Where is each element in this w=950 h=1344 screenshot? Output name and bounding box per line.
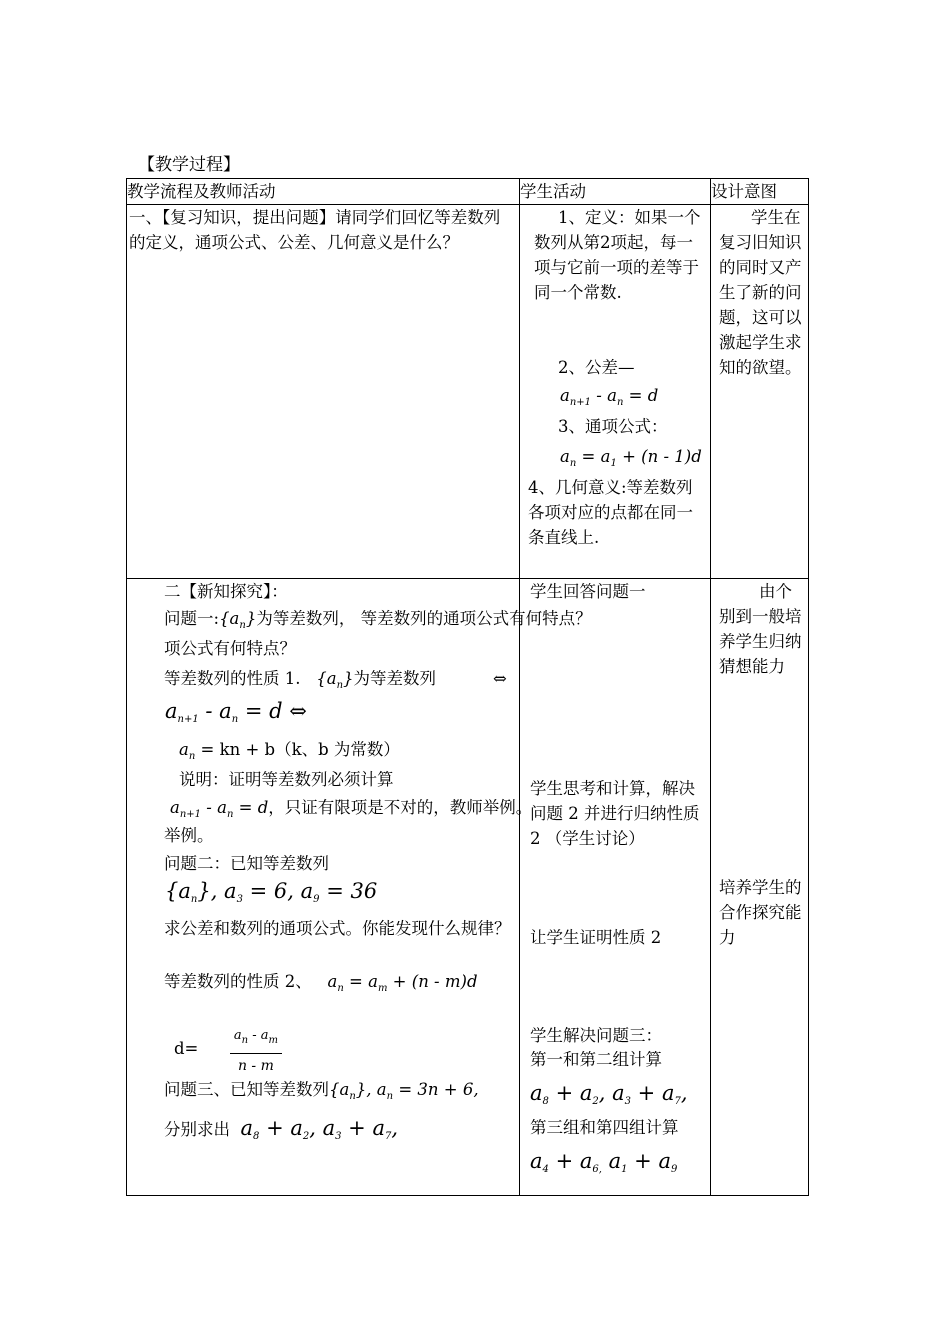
table-row-explore [127,579,809,1196]
student-terms-a: $a_8 + a_2$, $a_3 + a_7$, [530,1081,688,1107]
question-one-line1: 问题一$:\{a_n\}$为等差数列， 等差数列的通项公式有何特点？ [164,609,592,631]
cell-intent-review [711,205,809,579]
property-two: 等差数列的性质 2、 $a_n = a_m + (n - m)d$ [164,972,478,994]
question-one-line2: 项公式有何特点？ [164,639,296,658]
proof-note-line2: $a_{n+1} - a_n = d$，只证有限项是不对的，教师举例。 [170,798,533,820]
review-intent: 学生在复习旧知识的同时又产生了新的问题，这可以激起学生求知的欲望。 [719,208,802,377]
student-answer-one: 学生回答问题一 [530,582,646,601]
question-two-ask: 求公差和数列的通项公式。你能发现什么规律？ [164,919,511,938]
student-group-three-four: 第三组和第四组计算 [530,1118,679,1137]
cell-student-explore [520,579,711,1196]
geometric-meaning: 4、几何意义:等差数列各项对应的点都在同一条直线上. [528,478,693,547]
student-think-two: 学生思考和计算，解决问题 2 并进行归纳性质 2 （学生讨论） [530,779,700,848]
explore-heading: 二【新知探究】： [164,582,288,601]
section-title: 【教学过程】 [138,155,240,175]
property-one-formula: $a_{n+1} - a_n = d$ ⇔ [165,699,307,725]
common-difference-label: 2、公差— [558,358,635,377]
proof-note: 说明：证明等差数列必须计算 [179,770,394,789]
general-formula-label: 3、通项公式： [558,417,668,436]
common-difference-formula: $a_{n+1} - a_n = d$ [560,386,659,408]
d-formula: d= $\frac{a_n - a_m}{n - m}$ [174,1023,282,1079]
cell-intent-explore [711,579,809,1196]
cell-student-review [520,205,711,579]
iff-symbol: ⇔ [493,669,507,688]
lesson-table [126,178,809,1196]
header-intent: 设计意图 [711,179,809,205]
student-solve-three: 学生解决问题三： [530,1026,662,1045]
question-three-ask: 分别求出 $a_8 + a_2$, $a_3 + a_7$, [164,1116,399,1142]
cell-teacher-review [127,205,520,579]
explore-intent-two: 培养学生的合作探究能力 [719,878,802,947]
student-terms-b: $a_4 + a_{6,}$ $a_1 + a_9$ [530,1149,678,1175]
student-group-one-two: 第一和第二组计算 [530,1050,662,1069]
question-three: 问题三、已知等差数列$\{a_n\}$, $a_n = 3n + 6$, [164,1080,479,1102]
review-question: 一、【复习知识，提出问题】请同学们回忆等差数列 的定义，通项公式、公差、几何意义是什么？ [129,208,501,252]
linear-form: $a_n$ = kn + b（k、b 为常数） [179,740,400,762]
table-row-review [127,205,809,579]
proof-note-line3: 举例。 [164,826,214,845]
general-formula: $a_n = a_1 + (n - 1)d$ [560,447,702,469]
header-teacher: 教学流程及教师活动 [127,179,520,205]
explore-intent-one: 由个别到一般培养学生归纳猜想能力 [719,582,802,676]
question-two-given: $\{a_n\}$, $a_3 = 6$, $a_9 = 36$ [165,879,378,905]
property-one: 等差数列的性质 1. $\{a_n\}$为等差数列 [164,669,437,691]
student-prove: 让学生证明性质 2 [530,928,662,947]
definition-text: 1、定义：如果一个数列从第2项起，每一项与它前一项的差等于同一个常数. [534,208,701,302]
question-two: 问题二：已知等差数列 [164,854,329,873]
table-header-row [127,179,809,205]
header-student: 学生活动 [520,179,711,205]
